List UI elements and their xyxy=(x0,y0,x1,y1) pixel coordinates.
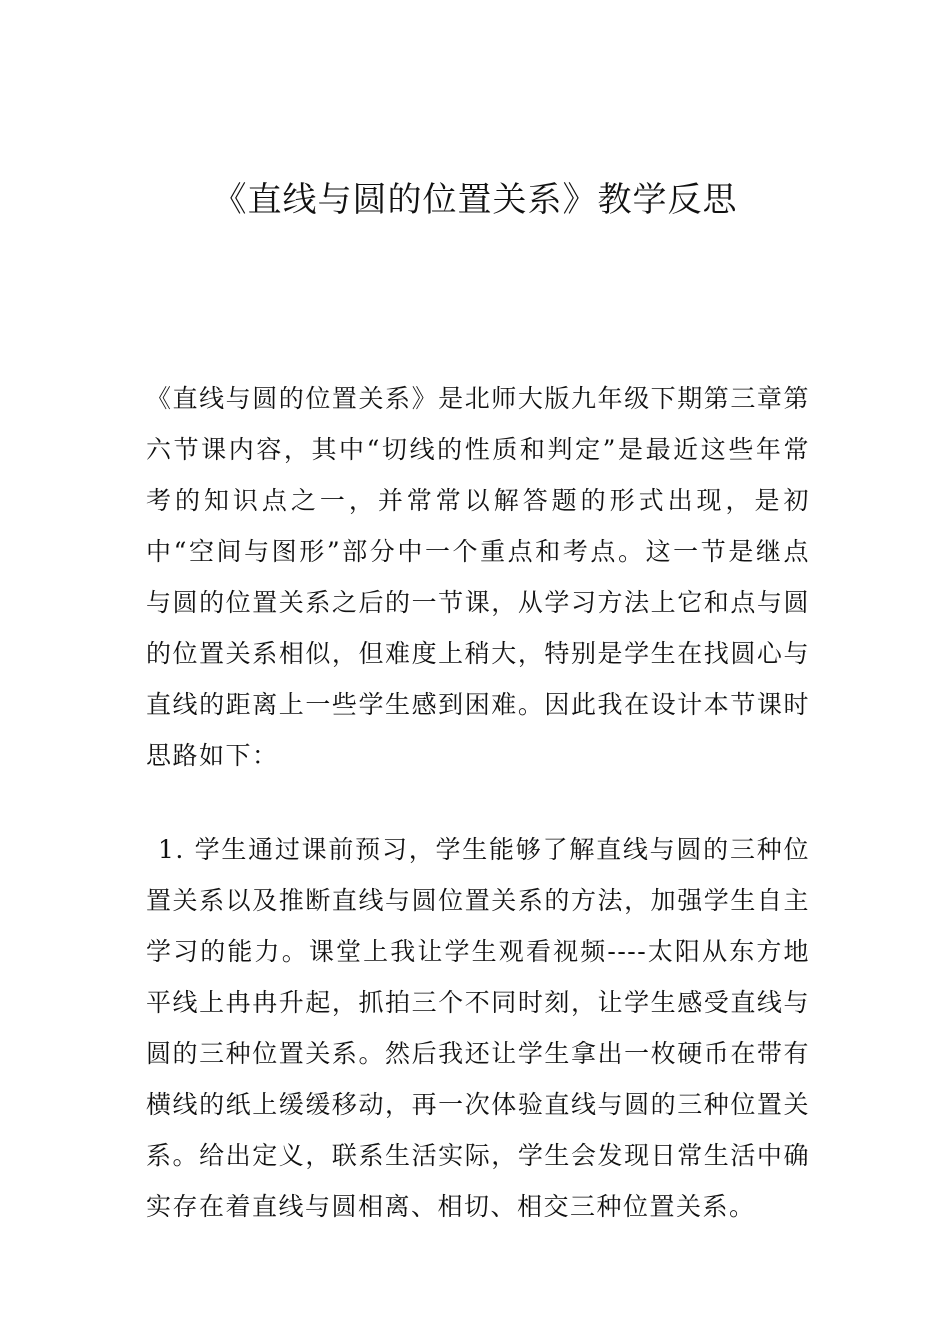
document-title: 《直线与圆的位置关系》教学反思 xyxy=(212,180,738,220)
paragraph-point-1: 1. 学生通过课前预习，学生能够了解直线与圆的三种位置关系以及推断直线与圆位置关系的方法，加强学生自主学习的能力。课堂上我让学生观看视频----太阳从东方地平线上冉冉升起，抓拍三个不同时刻，让学生感受直线与圆的三种位置关系。然后我还让学生拿出一枚硬币在带有横线的纸上缓缓移动，再一次体验直线与圆的三种位置关系。给出定义，联系生活实际，学生会发现日常生活中确实存在着直线与圆相离、相切、相交三种位置关系。 xyxy=(146,835,810,1221)
paragraph-intro: 《直线与圆的位置关系》是北师大版九年级下期第三章第六节课内容，其中“切线的性质和判定”是最近这些年常考的知识点之一，并常常以解答题的形式出现，是初中“空间与图形”部分中一个重点和考点。这一节是继点与圆的位置关系之后的一节课，从学习方法上它和点与圆的位置关系相似，但难度上稍大，特别是学生在找圆心与直线的距离上一些学生感到困难。因此我在设计本节课时思路如下： xyxy=(146,384,810,770)
